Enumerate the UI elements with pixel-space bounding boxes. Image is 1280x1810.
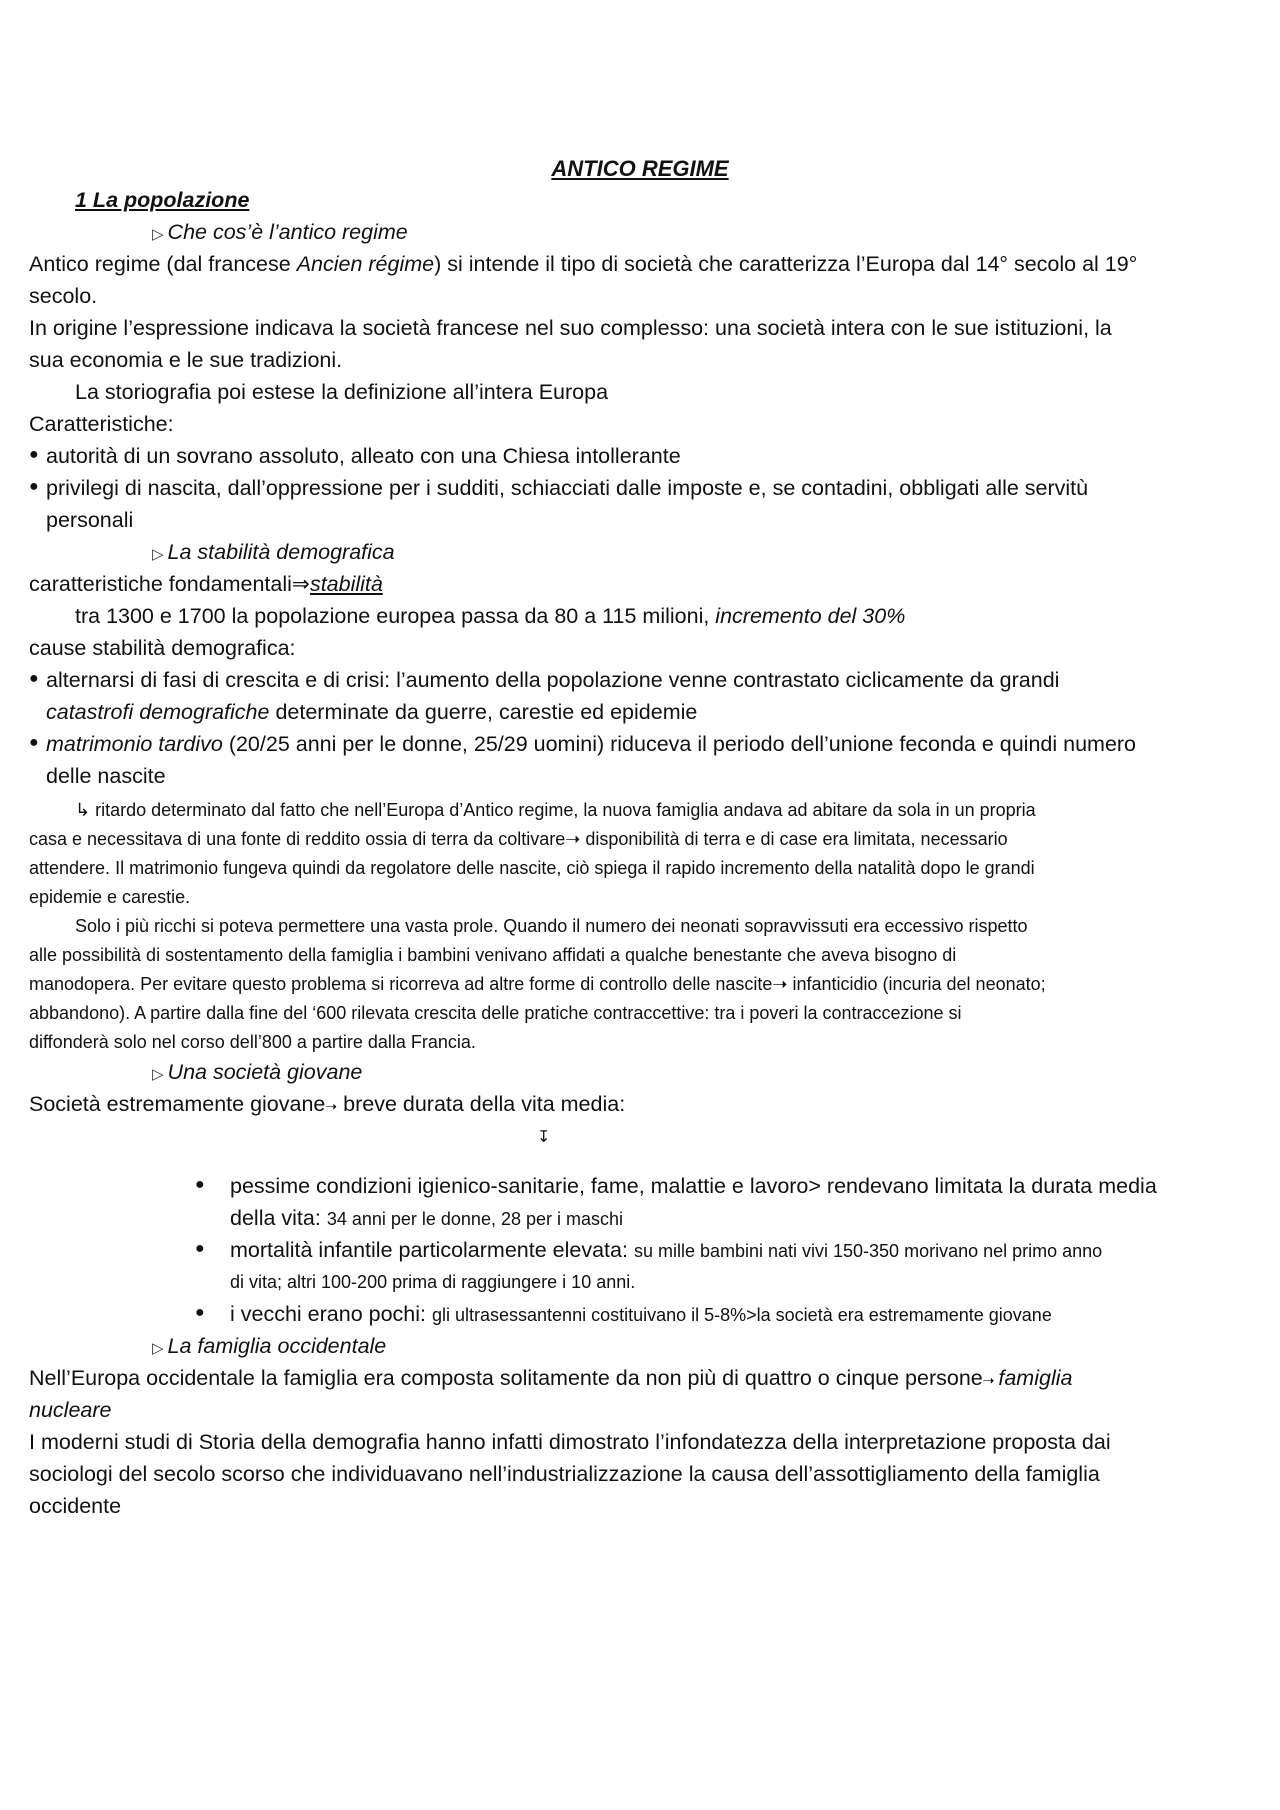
subheading-antico — [152, 216, 1280, 251]
note-line: casa e necessitava di una fonte di reddito ossia di terra da coltivare➝ disponibilità di terra e di case era limitata, necessario — [29, 829, 1008, 849]
arrow-icon: ➝ — [325, 1098, 338, 1114]
bullet-icon: ● — [195, 1176, 205, 1193]
subheading-text: Una società giovane — [167, 1060, 363, 1084]
note-line: abbandono). A partire dalla fine del ‘600 rilevata crescita delle pratiche contraccettive: tra i poveri la contraccezione si — [29, 1003, 962, 1023]
bullet-item-cont: di vita; altri 100-200 prima di raggiungere i 10 anni. — [230, 1272, 636, 1292]
bullet-item: matrimonio tardivo (20/25 anni per le donne, 25/29 uomini) riduceva il periodo dell’unione feconda e quindi numero — [46, 732, 1137, 756]
note-line: ↳ ritardo determinato dal fatto che nell’Europa d’Antico regime, la nuova famiglia andava ad abitare da sola in un propria — [75, 800, 1036, 820]
bullet-item: mortalità infantile particolarmente elevata: su mille bambini nati vivi 150-350 morivano nel primo anno — [230, 1238, 1103, 1262]
bullet-item: i vecchi erano pochi: gli ultrasessantenni costituivano il 5-8%>la società era estremamente giovane — [230, 1302, 1052, 1326]
note-line: alle possibilità di sostentamento della famiglia i bambini venivano affidati a qualche benestante che aveva bisogno di — [29, 945, 957, 965]
note-line: epidemie e carestie. — [29, 887, 191, 907]
subheading-text: Che cos’è l’antico regime — [167, 220, 408, 244]
bullet-item: autorità di un sovrano assoluto, alleato con una Chiesa intollerante — [46, 444, 681, 468]
paragraph-line: occidente — [29, 1494, 122, 1518]
bullet-item: pessime condizioni igienico-sanitarie, fame, malattie e lavoro> rendevano limitata la durata media — [230, 1174, 1157, 1198]
bullet-item-cont: della vita: 34 anni per le donne, 28 per i maschi — [230, 1206, 624, 1230]
bullet-icon: ● — [29, 478, 39, 495]
paragraph-line: In origine l’espressione indicava la società francese nel suo complesso: una società intera con le sue istituzioni, la — [29, 316, 1112, 340]
bullet-icon: ● — [195, 1240, 205, 1257]
paragraph-line: sua economia e le sue tradizioni. — [29, 348, 343, 372]
subheading-giovane — [152, 1056, 1280, 1091]
paragraph-line: Antico regime (dal francese Ancien régime) si intende il tipo di società che caratterizza l’Europa dal 14° secolo al 19° — [29, 252, 1138, 276]
paragraph-line: cause stabilità demografica: — [29, 636, 296, 660]
paragraph-line: nucleare — [29, 1398, 112, 1422]
paragraph-line: secolo. — [29, 284, 98, 308]
bullet-icon: ● — [29, 670, 39, 687]
paragraph-line: caratteristiche fondamentali⇒stabilità — [29, 572, 383, 596]
note-line: diffonderà solo nel corso dell’800 a partire dalla Francia. — [29, 1032, 476, 1052]
paragraph-line: Caratteristiche: — [29, 412, 174, 436]
triangle-icon: ▷ — [152, 546, 164, 563]
note-line: manodopera. Per evitare questo problema si ricorreva ad altre forme di controllo delle nascite➝ infanticidio (incuria del neonato; — [29, 974, 1046, 994]
bullet-item: privilegi di nascita, dall’oppressione per i sudditi, schiacciati dalle imposte e, se contadini, obbligati alle servitù — [46, 476, 1089, 500]
paragraph-line: sociologi del secolo scorso che individuavano nell’industrializzazione la causa dell’assottigliamento della famiglia — [29, 1462, 1100, 1486]
subheading-famiglia — [152, 1330, 1280, 1365]
paragraph-line: I moderni studi di Storia della demografia hanno infatti dimostrato l’infondatezza della interpretazione proposta dai — [29, 1430, 1111, 1454]
triangle-icon: ▷ — [152, 1066, 164, 1083]
subheading-text: La stabilità demografica — [167, 540, 395, 564]
triangle-icon: ▷ — [152, 226, 164, 243]
subheading-text: La famiglia occidentale — [167, 1334, 387, 1358]
down-arrow-icon: ↧ — [537, 1129, 551, 1146]
page-title: ANTICO REGIME — [551, 156, 729, 181]
paragraph-line: La storiografia poi estese la definizione all’intera Europa — [75, 380, 609, 404]
bullet-item: alternarsi di fasi di crescita e di crisi: l’aumento della popolazione venne contrastato ciclicamente da grandi — [46, 668, 1060, 692]
subheading-stabilita — [152, 536, 1280, 571]
paragraph-line: tra 1300 e 1700 la popolazione europea passa da 80 a 115 milioni, incremento del 30% — [75, 604, 906, 628]
paragraph-line: Nell’Europa occidentale la famiglia era composta solitamente da non più di quattro o cinque persone➝ famiglia — [29, 1366, 1073, 1390]
paragraph-line: Società estremamente giovane➝ breve durata della vita media: — [29, 1092, 626, 1116]
bullet-icon: ● — [29, 734, 39, 751]
bullet-item-cont: catastrofi demografiche determinate da guerre, carestie ed epidemie — [46, 700, 698, 724]
note-line: Solo i più ricchi si poteva permettere una vasta prole. Quando il numero dei neonati sopravvissuti era eccessivo rispetto — [75, 916, 1028, 936]
bullet-item-cont: delle nascite — [46, 764, 166, 788]
bullet-item-cont: personali — [46, 508, 134, 532]
triangle-icon: ▷ — [152, 1340, 164, 1357]
section-heading: 1 La popolazione — [75, 188, 250, 212]
bullet-icon: ● — [29, 446, 39, 463]
implies-arrow-icon: ⇒ — [291, 572, 310, 596]
note-line: attendere. Il matrimonio fungeva quindi da regolatore delle nascite, ciò spiega il rapido incremento della natalità dopo le grandi — [29, 858, 1035, 878]
bullet-icon: ● — [195, 1304, 205, 1321]
arrow-icon: ➝ — [982, 1372, 999, 1388]
